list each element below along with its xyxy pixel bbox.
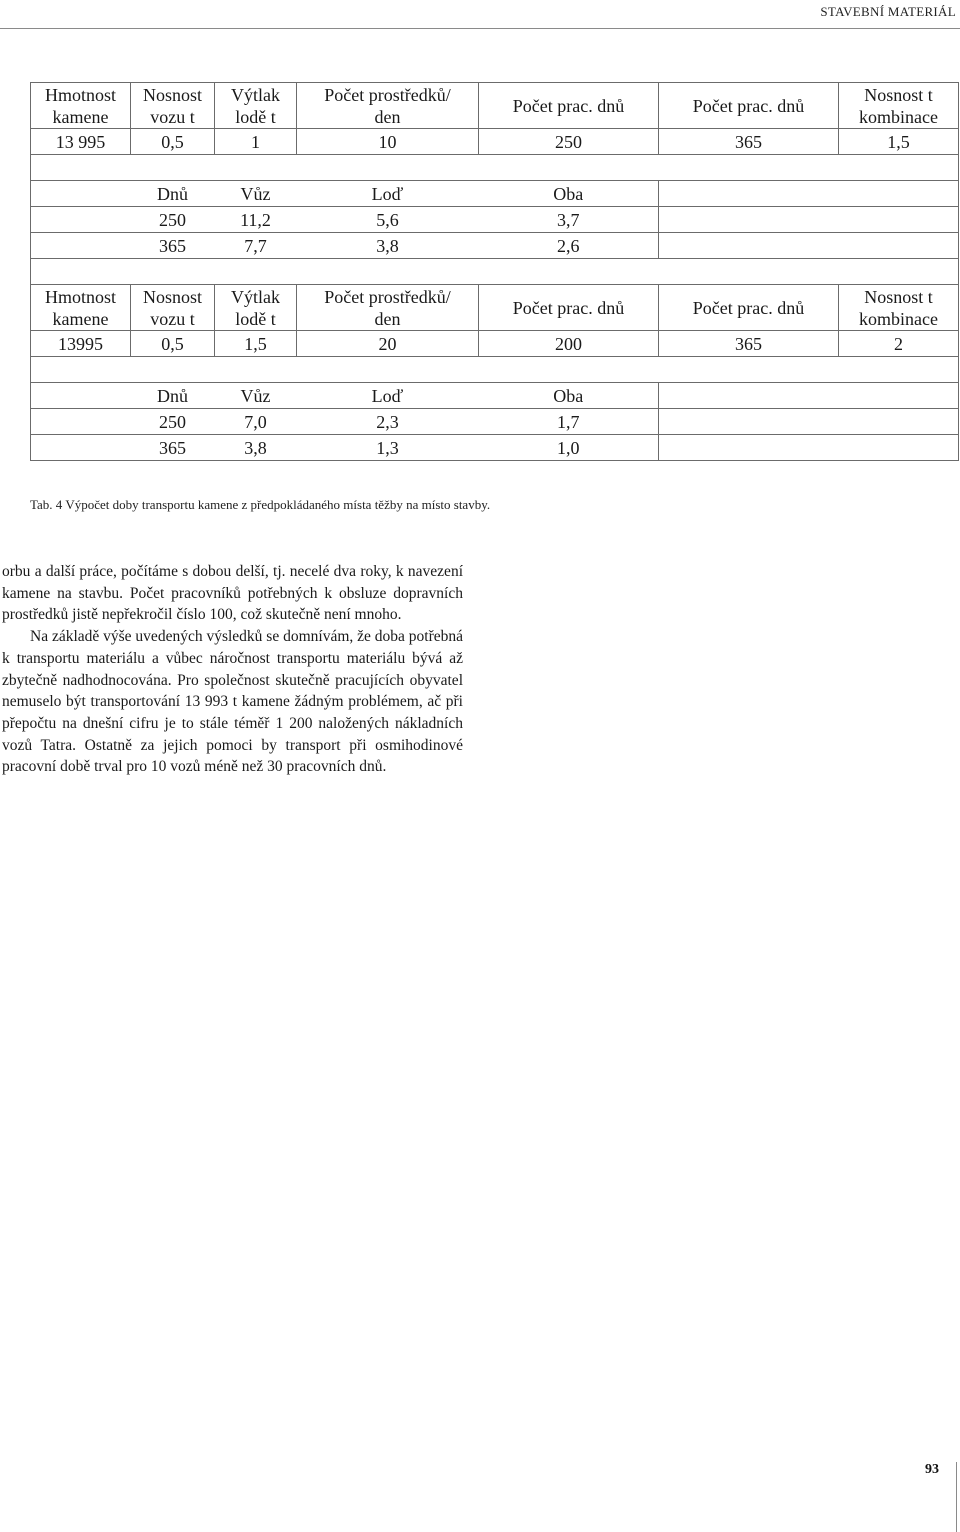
header-cell: Výtlak lodě t bbox=[215, 83, 297, 129]
table-cell: 2 bbox=[839, 331, 959, 357]
header-cell: Počet prostředků/ den bbox=[297, 83, 479, 129]
empty-cell bbox=[31, 409, 131, 435]
empty-cell bbox=[839, 383, 959, 409]
table-row bbox=[31, 331, 959, 357]
sub-table-cell: 1,7 bbox=[479, 409, 659, 435]
empty-cell bbox=[659, 207, 839, 233]
sub-header-cell: Loď bbox=[297, 181, 479, 207]
running-header: STAVEBNÍ MATERIÁL bbox=[820, 4, 956, 19]
sub-table-cell: 2,6 bbox=[479, 233, 659, 259]
table-cell: 1 bbox=[215, 129, 297, 155]
table-cell: 10 bbox=[297, 129, 479, 155]
table-cell: 250 bbox=[479, 129, 659, 155]
table-cell: 365 bbox=[659, 331, 839, 357]
sub-header-row bbox=[31, 383, 959, 409]
margin-rule bbox=[956, 1462, 957, 1532]
transport-table bbox=[30, 82, 959, 461]
paragraph: orbu a další práce, počítáme s dobou delší, tj. necelé dva roky, k navezení kamene na stavbu. Počet pracovníků potřebných k obsluze dopravních prostředků jistě nepřekročil číslo 100, což skutečně není mnoho. bbox=[2, 563, 463, 624]
empty-cell bbox=[31, 383, 131, 409]
empty-cell bbox=[31, 233, 131, 259]
sub-table-cell: 11,2 bbox=[215, 207, 297, 233]
header-cell: Počet prostředků/ den bbox=[297, 285, 479, 331]
header-cell: Počet prac. dnů bbox=[479, 285, 659, 331]
empty-cell bbox=[31, 435, 131, 461]
sub-table-cell: 250 bbox=[131, 207, 215, 233]
header-cell: Hmotnost kamene bbox=[31, 83, 131, 129]
empty-cell bbox=[839, 409, 959, 435]
header-cell: Nosnost vozu t bbox=[131, 83, 215, 129]
sub-table-cell: 1,0 bbox=[479, 435, 659, 461]
empty-cell bbox=[659, 233, 839, 259]
sub-table-cell: 3,7 bbox=[479, 207, 659, 233]
table-cell: 13995 bbox=[31, 331, 131, 357]
sub-header-row bbox=[31, 181, 959, 207]
header-cell: Počet prac. dnů bbox=[659, 83, 839, 129]
sub-table-row bbox=[31, 207, 959, 233]
sub-table-cell: 3,8 bbox=[215, 435, 297, 461]
header-cell: Nosnost vozu t bbox=[131, 285, 215, 331]
sub-table-cell: 5,6 bbox=[297, 207, 479, 233]
sub-table-cell: 365 bbox=[131, 233, 215, 259]
sub-header-cell: Oba bbox=[479, 181, 659, 207]
empty-cell bbox=[31, 207, 131, 233]
empty-cell bbox=[31, 181, 131, 207]
empty-cell bbox=[659, 435, 839, 461]
header-cell: Počet prac. dnů bbox=[659, 285, 839, 331]
empty-cell bbox=[31, 259, 959, 285]
sub-table-cell: 7,7 bbox=[215, 233, 297, 259]
table-header-row bbox=[31, 83, 959, 129]
empty-cell bbox=[31, 357, 959, 383]
table-caption: Tab. 4 Výpočet doby transportu kamene z předpokládaného místa těžby na místo stavby. bbox=[30, 497, 491, 512]
sub-table-cell: 250 bbox=[131, 409, 215, 435]
header-cell: Počet prac. dnů bbox=[479, 83, 659, 129]
empty-cell bbox=[839, 233, 959, 259]
body-text bbox=[2, 561, 463, 778]
sub-table-cell: 365 bbox=[131, 435, 215, 461]
sub-header-cell: Vůz bbox=[215, 181, 297, 207]
sub-table-row bbox=[31, 233, 959, 259]
header-cell: Hmotnost kamene bbox=[31, 285, 131, 331]
table-cell: 365 bbox=[659, 129, 839, 155]
sub-table-cell: 3,8 bbox=[297, 233, 479, 259]
empty-cell bbox=[839, 435, 959, 461]
empty-cell bbox=[659, 383, 839, 409]
header-cell: Výtlak lodě t bbox=[215, 285, 297, 331]
sub-header-cell: Dnů bbox=[131, 383, 215, 409]
table-spacer-row bbox=[31, 259, 959, 285]
table-header-row bbox=[31, 285, 959, 331]
sub-header-cell: Oba bbox=[479, 383, 659, 409]
table-spacer-row bbox=[31, 155, 959, 181]
paragraph: Na základě výše uvedených výsledků se domnívám, že doba potřebná k transportu materiálu a vůbec náročnost transportu materiálu bývá až zbytečně nadhodnocována. Pro společnost skutečně pracujících obyvatel nemuselo být transportování 13 993 t kamene žádným problémem, ač při přepočtu na dnešní cifru je to stále téměř 1 200 naložených nákladních vozů Tatra. Ostatně za jejich pomoci by transport při osmihodinové pracovní době trval pro 10 vozů méně než 30 pracovních dnů. bbox=[2, 628, 463, 776]
sub-table-cell: 2,3 bbox=[297, 409, 479, 435]
sub-header-cell: Loď bbox=[297, 383, 479, 409]
header-rule bbox=[0, 28, 960, 29]
table-spacer-row bbox=[31, 357, 959, 383]
empty-cell bbox=[31, 155, 959, 181]
table-cell: 13 995 bbox=[31, 129, 131, 155]
sub-header-cell: Vůz bbox=[215, 383, 297, 409]
table-row bbox=[31, 129, 959, 155]
header-cell: Nosnost t kombinace bbox=[839, 285, 959, 331]
sub-table-row bbox=[31, 435, 959, 461]
sub-table-cell: 1,3 bbox=[297, 435, 479, 461]
empty-cell bbox=[839, 207, 959, 233]
empty-cell bbox=[659, 409, 839, 435]
header-cell: Nosnost t kombinace bbox=[839, 83, 959, 129]
table-cell: 1,5 bbox=[839, 129, 959, 155]
table-cell: 200 bbox=[479, 331, 659, 357]
table-cell: 1,5 bbox=[215, 331, 297, 357]
sub-table-row bbox=[31, 409, 959, 435]
sub-header-cell: Dnů bbox=[131, 181, 215, 207]
empty-cell bbox=[659, 181, 839, 207]
empty-cell bbox=[839, 181, 959, 207]
page-number: 93 bbox=[925, 1462, 939, 1477]
table-cell: 0,5 bbox=[131, 331, 215, 357]
sub-table-cell: 7,0 bbox=[215, 409, 297, 435]
table-cell: 0,5 bbox=[131, 129, 215, 155]
table-cell: 20 bbox=[297, 331, 479, 357]
